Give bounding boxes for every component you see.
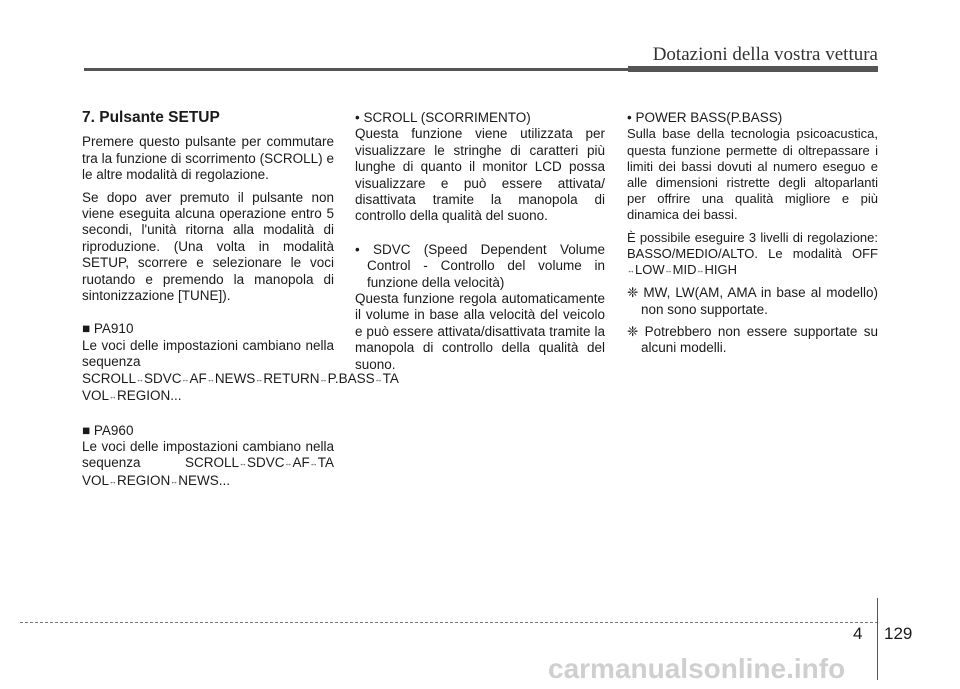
model-label: PA960	[93, 422, 134, 438]
page-header-title: Dotazioni della vostra vettura	[652, 44, 878, 65]
paragraph-sdvc: Questa funzione regola automaticamente il volume in base alla velocità del veicolo e può essere attivata/disattivata tramite la manopola di controllo della qualità del suono.	[355, 291, 605, 372]
square-bullet-icon: ■	[82, 321, 91, 337]
note-mw-lw: ❈ MW, LW(AM, AMA in base al modello) non sono supportate.	[627, 285, 878, 317]
sequence-items	[82, 371, 399, 403]
column-left	[82, 109, 399, 490]
double-arrow-icon: ↔	[309, 459, 318, 469]
sequence-item: LOW	[635, 262, 665, 278]
sequence-item: AF	[189, 370, 207, 386]
sequence-item: MID	[672, 262, 697, 278]
sequence-item: SDVC	[144, 370, 182, 386]
square-bullet-icon: ■	[82, 422, 91, 438]
double-arrow-icon: ↔	[238, 459, 247, 469]
sequence-pa910	[82, 337, 399, 406]
sequence-item: SCROLL	[184, 455, 239, 471]
header-bar	[628, 66, 878, 72]
sequence-item: SDVC	[246, 455, 285, 471]
paragraph-levels	[627, 230, 878, 280]
double-arrow-icon: ↔	[627, 266, 635, 276]
double-arrow-icon: ↔	[206, 374, 215, 384]
paragraph-setup-intro: Premere questo pulsante per commutare tra la funzione di scorrimento (SCROLL) e le altre modalità di regolazione.	[82, 134, 334, 183]
paragraph-scroll: Questa funzione viene utilizzata per visualizzare le stringhe di caratteri più lunghe di quanto il monitor LCD possa visualizzare e può essere attivata/ disattivata tramite la manopola di controllo della qualità del suono.	[355, 126, 605, 224]
double-arrow-icon: ↔	[109, 476, 118, 486]
sequence-item: NEWS	[214, 370, 256, 386]
column-middle	[355, 110, 605, 373]
paragraph-setup-timeout: Se dopo aver premuto il pulsante non viene eseguita alcuna operazione entro 5 secondi, l'unità ritorna alla modalità di riproduzione. (Una volta in modalità SETUP, scorrere e selezionare le voci ruotando e premendo la manopola di sintonizzazione [TUNE]).	[82, 189, 334, 304]
double-arrow-icon: ↔	[136, 374, 145, 384]
sequence-item: SCROLL	[82, 370, 137, 386]
sequence-item: TA VOL	[82, 455, 334, 488]
double-arrow-icon: ↔	[664, 266, 673, 276]
sequence-item: RETURN	[263, 370, 320, 386]
sequence-item: TA VOL	[82, 370, 399, 404]
paragraph-power-bass: Sulla base della tecnologia psicoacustica, questa funzione permette di oltrepassare i limiti dei bassi dovuti al numero eseguo e alle dimensioni ristrette degli altoparlanti per offrire una qualità migliore e più dinamica dei bassi.	[627, 126, 878, 223]
double-arrow-icon: ↔	[374, 374, 383, 384]
sequence-item: REGION	[117, 472, 171, 488]
chapter-number: 4	[853, 624, 863, 643]
bullet-power-bass: • POWER BASS(P.BASS)	[627, 110, 783, 125]
watermark: carmanualsonline.info	[548, 653, 846, 684]
sequence-intro: Le voci delle impostazioni cambiano nella sequenza	[82, 438, 334, 471]
section-heading: 7. Pulsante SETUP	[82, 109, 220, 126]
sequence-item: AF	[292, 455, 310, 471]
double-arrow-icon: ↔	[696, 266, 705, 276]
sequence-item: REGION...	[117, 388, 182, 404]
footer-dashed-line	[20, 622, 878, 623]
model-pa910-title	[82, 321, 334, 337]
double-arrow-icon: ↔	[255, 374, 264, 384]
sequence-item: HIGH	[704, 262, 737, 278]
sequence-item: NEWS...	[178, 472, 231, 488]
bullet-sdvc: • SDVC (Speed Dependent Volume Control - Controllo del volume in funzione della velocità)	[355, 241, 605, 290]
sequence-intro: Le voci delle impostazioni cambiano nella sequenza	[82, 337, 334, 370]
bullet-scroll: • SCROLL (SCORRIMENTO)	[355, 110, 531, 125]
sequence-item: P.BASS	[327, 370, 375, 386]
double-arrow-icon: ↔	[284, 459, 293, 469]
model-pa960-title	[82, 423, 334, 439]
footer-vertical-line	[877, 598, 878, 680]
model-label: PA910	[93, 321, 134, 337]
page-number: 129	[884, 624, 913, 643]
double-arrow-icon: ↔	[170, 476, 179, 486]
double-arrow-icon: ↔	[109, 392, 118, 402]
sequence-pa960	[82, 439, 334, 490]
double-arrow-icon: ↔	[181, 374, 190, 384]
levels-sequence	[627, 262, 737, 277]
column-right	[627, 110, 878, 357]
levels-intro: È possibile eseguire 3 livelli di regolazione: BASSO/MEDIO/ALTO. Le modalità OFF	[627, 229, 878, 261]
note-models: ❈ Potrebbero non essere supportate su alcuni modelli.	[627, 324, 878, 356]
double-arrow-icon: ↔	[319, 374, 328, 384]
